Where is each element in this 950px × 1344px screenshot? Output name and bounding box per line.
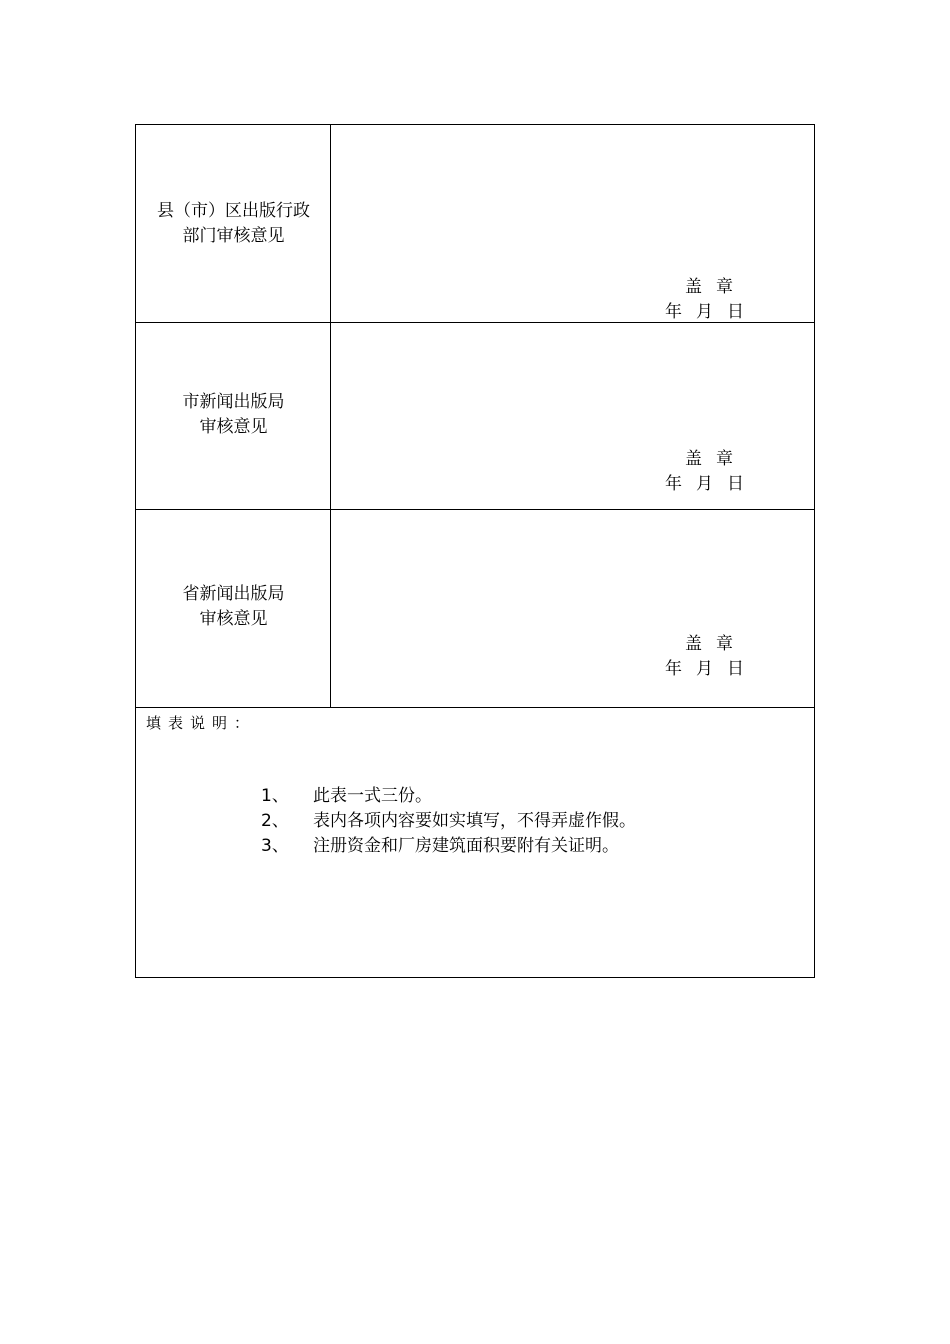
label-line: 市新闻出版局 — [182, 392, 285, 412]
list-item-text: 注册资金和厂房建筑面积要附有关证明。 — [313, 836, 619, 856]
stamp-text: 盖章 — [685, 277, 747, 297]
list-item-number: 3、 — [261, 836, 289, 856]
date-month: 月 — [696, 659, 713, 679]
city-review-label-cell — [136, 323, 331, 509]
date-year: 年 — [665, 302, 682, 322]
province-review-row — [136, 510, 814, 708]
date-day: 日 — [727, 302, 744, 322]
list-item — [261, 809, 636, 834]
label-line: 县（市）区出版行政 — [157, 201, 310, 221]
date-day: 日 — [727, 659, 744, 679]
label-line: 省新闻出版局 — [182, 584, 285, 604]
province-review-label — [136, 582, 331, 632]
label-line: 审核意见 — [199, 417, 268, 437]
date-year: 年 — [665, 659, 682, 679]
date-line — [665, 654, 744, 679]
date-line — [665, 297, 744, 322]
city-review-row — [136, 323, 814, 510]
list-item — [261, 834, 636, 859]
list-item-text: 表内各项内容要如实填写，不得弄虚作假。 — [313, 811, 636, 831]
date-month: 月 — [696, 302, 713, 322]
city-review-opinion-field[interactable] — [331, 323, 814, 509]
list-item-number: 2、 — [261, 811, 289, 831]
county-review-label-cell — [136, 125, 331, 322]
review-form-table — [135, 124, 815, 978]
label-line: 部门审核意见 — [182, 226, 285, 246]
instructions-title: 填表说明： — [146, 714, 257, 732]
instructions-row — [136, 708, 814, 978]
county-review-row — [136, 125, 814, 323]
label-line: 审核意见 — [199, 609, 268, 629]
stamp-text: 盖章 — [685, 449, 747, 469]
date-month: 月 — [696, 474, 713, 494]
stamp-text: 盖章 — [685, 634, 747, 654]
county-review-opinion-field[interactable] — [331, 125, 814, 322]
province-review-opinion-field[interactable] — [331, 510, 814, 707]
instructions-list — [261, 784, 636, 859]
list-item-number: 1、 — [261, 786, 289, 806]
county-review-label — [136, 199, 331, 249]
date-year: 年 — [665, 474, 682, 494]
list-item — [261, 784, 636, 809]
list-item-text: 此表一式三份。 — [313, 786, 432, 806]
city-review-label — [136, 390, 331, 440]
province-review-label-cell — [136, 510, 331, 707]
date-day: 日 — [727, 474, 744, 494]
date-line — [665, 469, 744, 494]
